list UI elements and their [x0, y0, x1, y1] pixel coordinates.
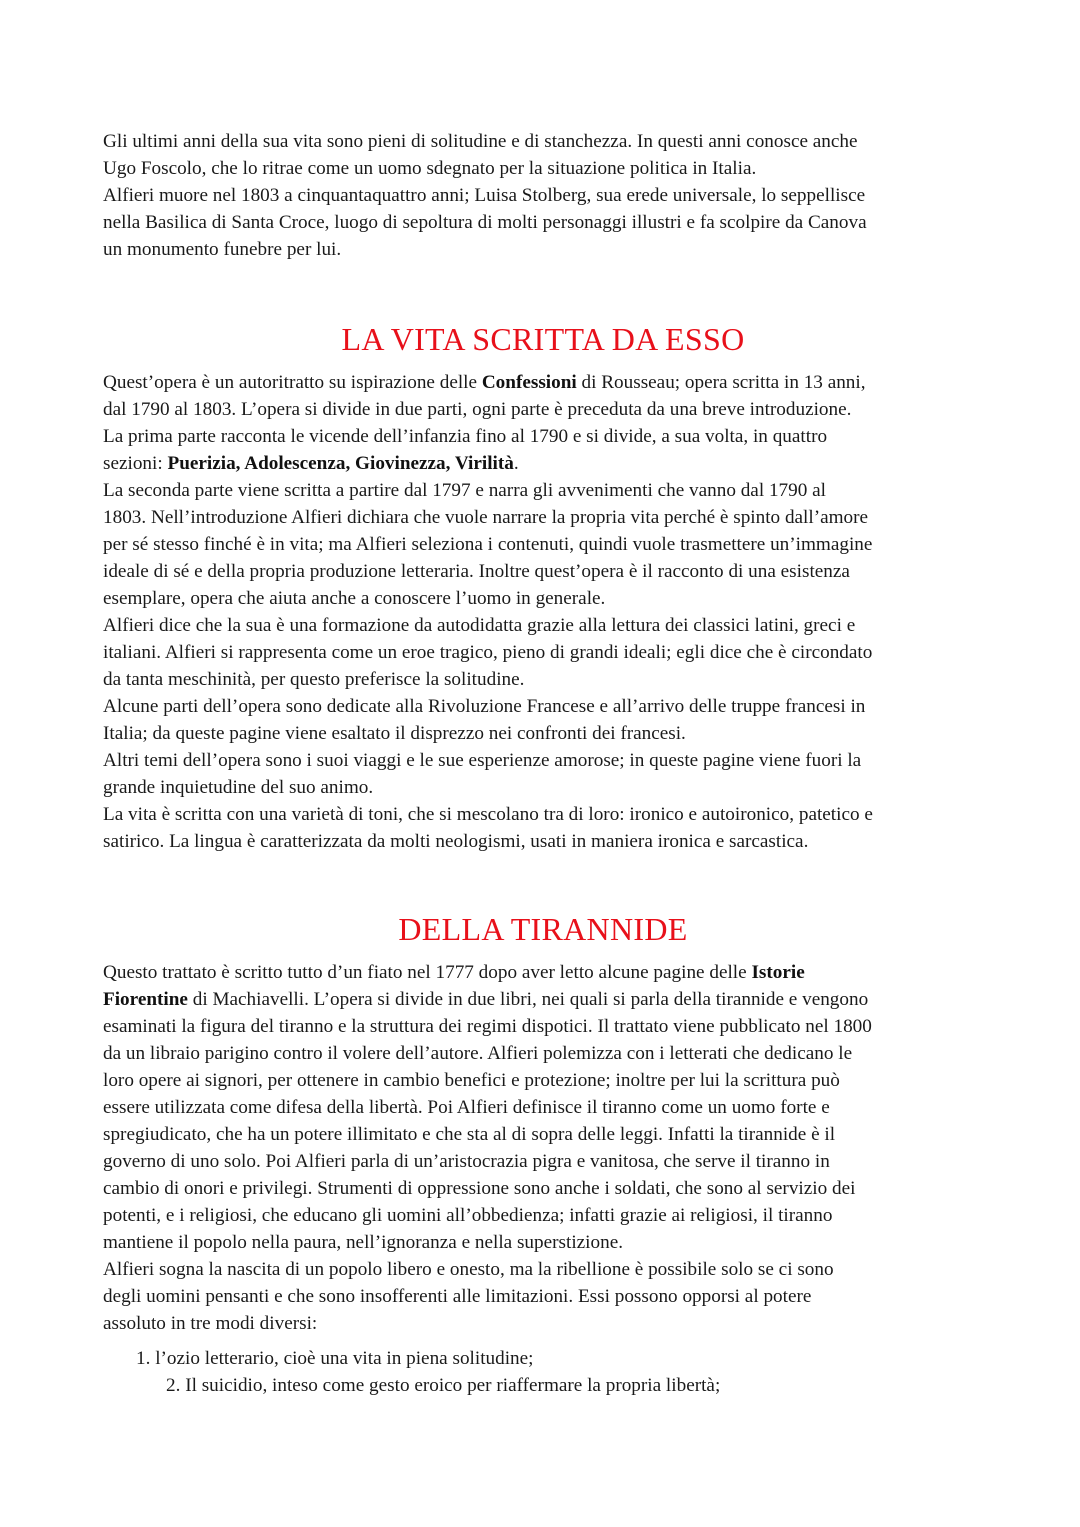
bold-title-istorie: Istorie	[751, 962, 805, 983]
text-line: governo di uno solo. Poi Alfieri parla di un’aristocrazia pigra e vanitosa, che serve il tiranno in	[103, 1151, 830, 1172]
text-line: Gli ultimi anni della sua vita sono pieni di solitudine e di stanchezza. In questi anni conosce anche	[103, 131, 858, 152]
text-line: italiani. Alfieri si rappresenta come un eroe tragico, pieno di grandi ideali; egli dice che è circondato	[103, 642, 873, 663]
text-span: .	[513, 453, 519, 474]
text-line: assoluto in tre modi diversi:	[103, 1313, 318, 1334]
text-span: di Machiavelli. L’opera si divide in due libri, nei quali si parla della tirannide e vengono	[187, 989, 869, 1010]
document-page	[103, 128, 983, 1399]
text-line: La prima parte racconta le vicende dell’infanzia fino al 1790 e si divide, a sua volta, in quattro	[103, 426, 828, 447]
numbered-list	[103, 1345, 983, 1399]
text-line	[103, 450, 983, 477]
text-line: Alfieri sogna la nascita di un popolo libero e onesto, ma la ribellione è possibile solo se ci sono	[103, 1259, 834, 1280]
text-line: loro opere ai signori, per ottenere in cambio benefici e protezione; inoltre per lui la scrittura può	[103, 1070, 840, 1091]
text-line: esemplare, opera che aiuta anche a conoscere l’uomo in generale.	[103, 588, 606, 609]
text-line: Alfieri muore nel 1803 a cinquantaquattro anni; Luisa Stolberg, sua erede universale, lo seppellisce	[103, 185, 866, 206]
text-line: satirico. La lingua è caratterizzata da molti neologismi, usati in maniera ironica e sarcastica.	[103, 831, 809, 852]
tirannide-paragraph	[103, 959, 983, 1337]
text-line: La vita è scritta con una varietà di toni, che si mescolano tra di loro: ironico e autoironico, patetico e	[103, 804, 873, 825]
list-item: 1. l’ozio letterario, cioè una vita in piena solitudine;	[136, 1348, 534, 1369]
text-line: da tanta meschinità, per questo preferisce la solitudine.	[103, 669, 525, 690]
text-line: La seconda parte viene scritta a partire dal 1797 e narra gli avvenimenti che vanno dal 1790 al	[103, 480, 826, 501]
text-line: per sé stesso finché è in vita; ma Alfieri seleziona i contenuti, quindi vuole trasmettere un’immagine	[103, 534, 873, 555]
text-line: essere utilizzata come difesa della libertà. Poi Alfieri definisce il tiranno come un uomo forte e	[103, 1097, 830, 1118]
text-line: mantiene il popolo nella paura, nell’ignoranza e nella superstizione.	[103, 1232, 624, 1253]
section-heading-vita: LA VITA SCRITTA DA ESSO	[341, 321, 745, 357]
bold-sections-list: Puerizia, Adolescenza, Giovinezza, Virilità	[167, 453, 514, 474]
list-item: 2. Il suicidio, inteso come gesto eroico per riaffermare la propria libertà;	[166, 1375, 721, 1396]
text-line: dal 1790 al 1803. L’opera si divide in due parti, ogni parte è preceduta da una breve introduzione.	[103, 399, 852, 420]
text-line: nella Basilica di Santa Croce, luogo di sepoltura di molti personaggi illustri e fa scolpire da Canova	[103, 212, 867, 233]
text-line: spregiudicato, che ha un potere illimitato e che sta al di sopra delle leggi. Infatti la tirannide è il	[103, 1124, 836, 1145]
text-span: di Rousseau; opera scritta in 13 anni,	[576, 372, 866, 393]
text-line: esaminati la figura del tiranno e la struttura dei regimi dispotici. Il trattato viene pubblicato nel 1800	[103, 1016, 872, 1037]
text-line: potenti, e i religiosi, che educano gli uomini all’obbedienza; infatti grazie ai religiosi, il tiranno	[103, 1205, 833, 1226]
text-line: grande inquietudine del suo animo.	[103, 777, 374, 798]
text-line	[103, 959, 983, 986]
text-span: Quest’opera è un autoritratto su ispirazione delle	[103, 372, 482, 393]
text-line: cambio di onori e privilegi. Strumenti di oppressione sono anche i soldati, che sono al servizio dei	[103, 1178, 856, 1199]
text-line	[103, 986, 983, 1013]
text-line	[103, 369, 983, 396]
text-line: ideale di sé e della propria produzione letteraria. Inoltre quest’opera è il racconto di una esistenza	[103, 561, 850, 582]
text-span: sezioni:	[103, 453, 168, 474]
text-line: Alfieri dice che la sua è una formazione da autodidatta grazie alla lettura dei classici latini, greci e	[103, 615, 856, 636]
text-line: degli uomini pensanti e che sono insofferenti alle limitazioni. Essi possono opporsi al potere	[103, 1286, 812, 1307]
text-line: Italia; da queste pagine viene esaltato il disprezzo nei confronti dei francesi.	[103, 723, 686, 744]
text-line: da un libraio parigino contro il volere dell’autore. Alfieri polemizza con i letterati che dedicano le	[103, 1043, 853, 1064]
text-span: Questo trattato è scritto tutto d’un fiato nel 1777 dopo aver letto alcune pagine delle	[103, 962, 752, 983]
text-line: Altri temi dell’opera sono i suoi viaggi e le sue esperienze amorose; in queste pagine viene fuori la	[103, 750, 862, 771]
text-line: Alcune parti dell’opera sono dedicate alla Rivoluzione Francese e all’arrivo delle truppe francesi in	[103, 696, 866, 717]
text-line: Ugo Foscolo, che lo ritrae come un uomo sdegnato per la situazione politica in Italia.	[103, 158, 757, 179]
bold-title-fiorentine: Fiorentine	[103, 989, 188, 1010]
text-line: un monumento funebre per lui.	[103, 239, 342, 260]
intro-paragraph	[103, 128, 983, 263]
vita-paragraph	[103, 369, 983, 855]
section-heading-tirannide: DELLA TIRANNIDE	[398, 911, 688, 947]
bold-title-confessioni: Confessioni	[481, 372, 577, 393]
text-line: 1803. Nell’introduzione Alfieri dichiara che vuole narrare la propria vita perché è spinto dall’amore	[103, 507, 869, 528]
